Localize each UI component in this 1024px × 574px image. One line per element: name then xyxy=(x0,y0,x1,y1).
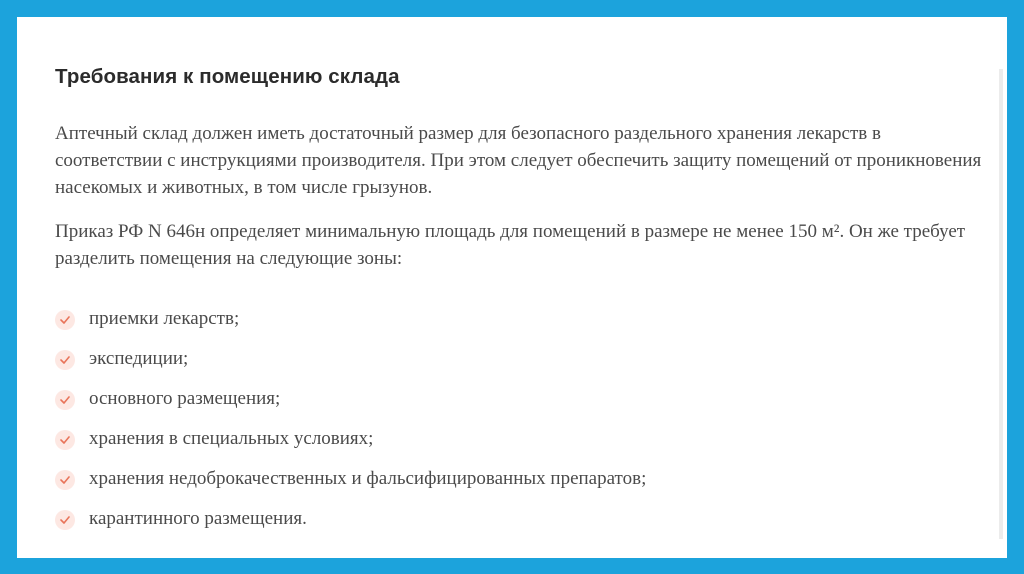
paragraph-order-646n: Приказ РФ N 646н определяет минимальную площадь для помещений в размере не менее 150 м². Он же требует разделить помещения на следующие зоны: xyxy=(55,221,966,269)
zones-list xyxy=(55,301,646,541)
list-item xyxy=(55,461,646,501)
list-item-text: хранения в специальных условиях; xyxy=(89,428,374,449)
list-item xyxy=(55,501,646,541)
list-item-text: приемки лекарств; xyxy=(89,308,240,329)
content-card xyxy=(17,17,1007,558)
list-item xyxy=(55,381,646,421)
check-icon xyxy=(55,430,75,450)
list-item-text: экспедиции; xyxy=(89,348,189,369)
check-icon xyxy=(55,310,75,330)
scrollbar[interactable] xyxy=(999,69,1003,539)
list-item xyxy=(55,341,646,381)
paragraph-storage-requirements: Аптечный склад должен иметь достаточный размер для безопасного раздельного хранения лекарств в соответствии с инструкциями производителя. При этом следует обеспечить защиту помещений от проникновения насекомых и животных, в том числе грызунов. xyxy=(55,123,982,198)
check-icon xyxy=(55,510,75,530)
page-title: Требования к помещению склада xyxy=(55,65,400,88)
list-item xyxy=(55,301,646,341)
check-icon xyxy=(55,470,75,490)
list-item-text: карантинного размещения. xyxy=(89,508,307,529)
list-item-text: основного размещения; xyxy=(89,388,281,409)
check-icon xyxy=(55,350,75,370)
check-icon xyxy=(55,390,75,410)
list-item xyxy=(55,421,646,461)
list-item-text: хранения недоброкачественных и фальсифицированных препаратов; xyxy=(89,468,647,489)
